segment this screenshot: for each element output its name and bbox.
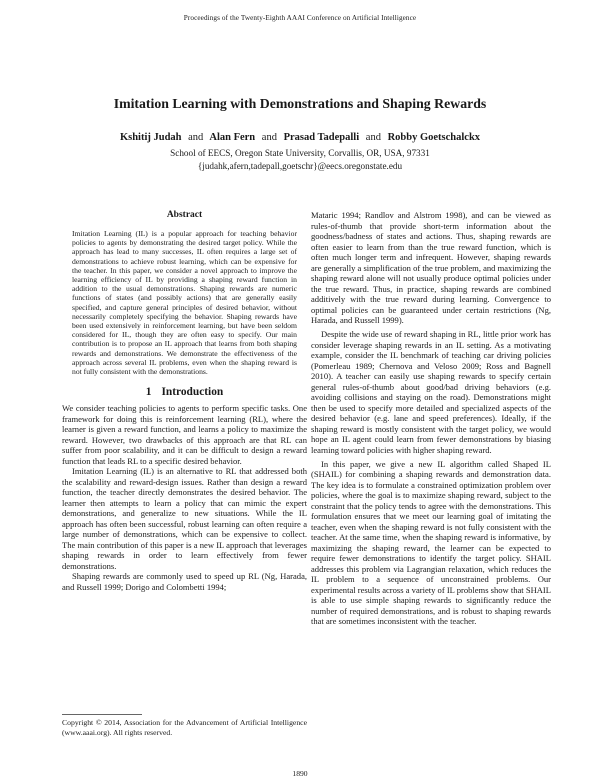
author-list [0, 132, 600, 143]
right-column [311, 210, 551, 630]
conference-header: Proceedings of the Twenty-Eighth AAAI Conference on Artificial Intelligence [183, 14, 417, 22]
author-separator: and [365, 132, 381, 143]
author-name: Alan Fern [209, 132, 256, 143]
author-name: Robby Goetschalckx [387, 132, 481, 143]
author-name: Kshitij Judah [119, 132, 182, 143]
paper-title: Imitation Learning with Demonstrations and Shaping Rewards [113, 96, 487, 111]
section-title: Introduction [161, 386, 224, 399]
affiliation: School of EECS, Oregon State University, Corvallis, OR, USA, 97331 [170, 148, 430, 158]
copyright-notice [62, 718, 307, 737]
author-separator: and [261, 132, 277, 143]
body-paragraph: We consider teaching policies to agents to perform specific tasks. One framework for doing this is reinforcement learning (RL), where the learner is given a reward function, and learns a policy to maximize the reward. However, two drawbacks of this approach are that RL can suffer from poor scalability, and it can be difficult to design a reward function that leads RL to a specific desired behavior. [62, 403, 307, 466]
footnote-rule [62, 714, 142, 715]
author-separator: and [188, 132, 204, 143]
section-heading [62, 386, 307, 398]
section-number: 1 [145, 386, 152, 399]
body-paragraph: Mataric 1994; Randlov and Alstrom 1998), and can be viewed as rules-of-thumb that provide short-term information about the goodness/badness of states and actions. Thus, shaping rewards are often easier to learn from than the true reward function, which is often much longer term and infrequent. However, shaping rewards are generally a simplification of the true problem, and maximizing the shaping reward alone will not usually produce optimal policies under the true reward. Thus, in practice, shaping rewards are combined additively with the true reward during learning. Convergence to optimal policies can be guaranteed under certain restrictions (Ng, Harada, and Russell 1999). [311, 210, 551, 325]
body-paragraph: In this paper, we give a new IL algorithm called Shaped IL (SHAIL) for combining a shaping rewards and demonstration data. The key idea is to formulate a constrained optimization problem over policies, where the goal is to maximize shaping reward, subject to the constraint that the policy tends to agree with the demonstrations. This formulation ensures that we meet our learning goal of imitating the teacher, even when the shaping reward is not fully consistent with the teacher. At the same time, when the shaping reward is informative, by maximizing the shaping reward, the learner can be expected to require fewer demonstrations to identify the target policy. SHAIL addresses this problem via Lagrangian relaxation, which reduces the IL problem to a sequence of unconstrained problems. Our experimental results across a variety of IL problems show that SHAIL is able to use simple shaping rewards to significantly reduce the number of required demonstrations, and is robust to shaping rewards that are sometimes inconsistent with the teacher. [311, 458, 551, 626]
author-name: Prasad Tadepalli [283, 132, 360, 143]
page-number: 1890 [292, 769, 308, 778]
copyright-text: Copyright © 2014, Association for the Advancement of Artificial Intelligence (www.aaai.org). All rights reserved. [62, 718, 307, 737]
body-paragraph: Despite the wide use of reward shaping in RL, little prior work has consider leverage shaping rewards in an IL setting. As a motivating example, consider the IL benchmark of teaching car driving policies (Pomerleau 1989; Chernova and Veloso 2009; Ross and Bagnell 2010). A teacher can easily use shaping rewards to specify certain general rules-of-thumb about good/bad driving behaviors (e.g. avoiding collisions and staying on the road). Demonstrations might then be used to specify more detailed and specialized aspects of the desired behavior (e.g. lane and speed preferences). Ideally, if the shaping reward is mostly consistent with the target policy, we would hope an IL agent could learn from fewer demonstrations by biasing learning toward policies with higher shaping reward. [311, 329, 551, 455]
author-email: {judahk,afern,tadepall,goetschr}@eecs.oregonstate.edu [197, 161, 403, 171]
body-paragraph: Imitation Learning (IL) is an alternative to RL that addressed both the scalability and reward-design issues. Rather than design a reward function, the teacher directly demonstrates the desired behavior. The learner then attempts to learn a policy that can mimic the expert demonstrations, and generalize to new situations. While the IL approach has often been successful, robust learning can often require a large number of demonstrations, which can be expensive to collect. The main contribution of this paper is a new IL approach that leverages shaping rewards in order to learn effectively from fewer demonstrations. [62, 466, 307, 571]
abstract-heading: Abstract [166, 210, 203, 220]
abstract-text: Imitation Learning (IL) is a popular approach for teaching behavior policies to agents by demonstrating the desired target policy. While the approach has lead to many successes, IL often requires a large set of demonstrations to achieve robust learning, which can be expensive for the teacher. In this paper, we consider a novel approach to improve the learning efficiency of IL by providing a shaping reward function in addition to the usual demonstrations. Shaping rewards are numeric functions of states (and possibly actions) that are generally easily specified, and capture general principles of desired behavior, without necessarily completely specifying the behavior. Shaping rewards have been used extensively in reinforcement learning, but have been seldom considered for IL, though they are often easy to specify. Our main contribution is to propose an IL approach that learns from both shaping rewards and demonstrations. We demonstrate the effectiveness of the approach across several IL problems, even when the shaping reward is not fully consistent with the demonstrations. [72, 229, 297, 377]
left-column [62, 210, 307, 592]
body-paragraph: Shaping rewards are commonly used to speed up RL (Ng, Harada, and Russell 1999; Dorigo and Colombetti 1994; [62, 571, 307, 592]
